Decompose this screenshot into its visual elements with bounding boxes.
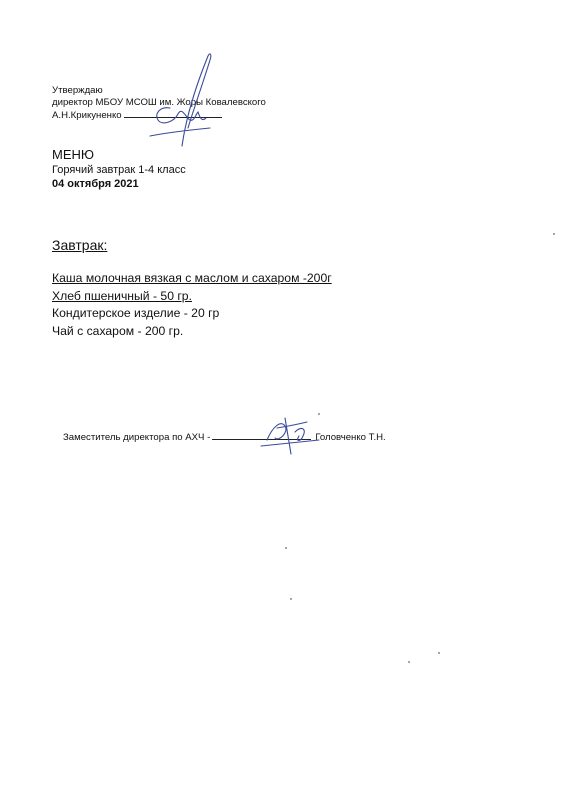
menu-title: МЕНЮ: [52, 147, 95, 162]
director-signature-icon: [140, 48, 220, 148]
deputy-label: Заместитель директора по АХЧ -: [63, 432, 211, 443]
meal-item: Чай с сахаром - 200 гр.: [52, 323, 184, 338]
deputy-name: Головченко Т.Н.: [315, 432, 386, 443]
scan-speck: [438, 652, 440, 654]
scan-speck: [408, 661, 410, 663]
meal-item: Каша молочная вязкая с маслом и сахаром -200г: [52, 271, 332, 285]
menu-subtitle: Горячий завтрак 1-4 класс: [52, 164, 186, 176]
meal-item: Хлеб пшеничный - 50 гр.: [52, 288, 192, 303]
scan-speck: [285, 547, 287, 549]
menu-header: [52, 146, 186, 191]
scan-speck: [553, 233, 555, 235]
meal-item: Кондитерское изделие - 20 гр: [52, 306, 220, 321]
approval-label: Утверждаю: [52, 85, 103, 96]
approval-signer: А.Н.Крикуненко: [52, 110, 122, 121]
meal-heading: Завтрак:: [52, 237, 108, 253]
approval-position: директор МБОУ МСОШ им. Жоры Ковалевского: [52, 96, 266, 108]
deputy-signature-row: [63, 430, 386, 444]
scan-speck: [318, 413, 320, 415]
scan-speck: [290, 598, 292, 600]
menu-date: 04 октября 2021: [52, 178, 139, 190]
meal-items: [52, 270, 332, 340]
deputy-signature-icon: [255, 412, 325, 457]
